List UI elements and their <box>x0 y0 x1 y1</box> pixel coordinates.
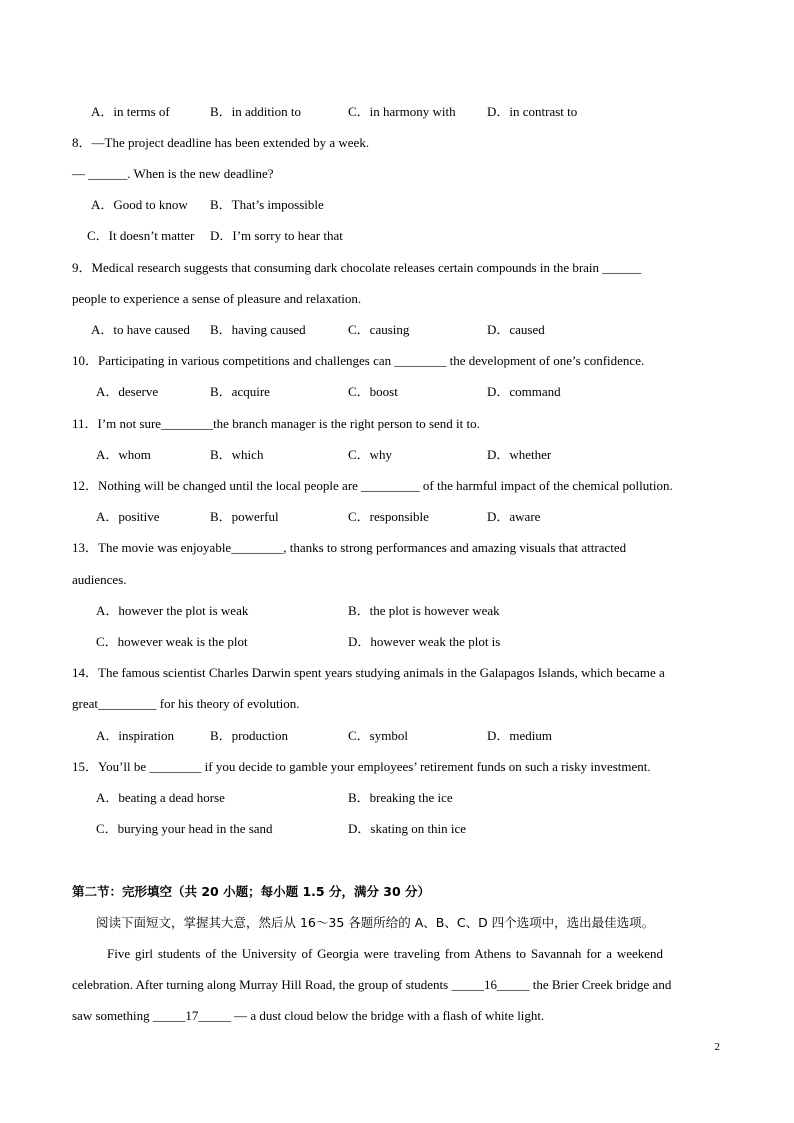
q14-option-c: C．symbol <box>348 728 408 743</box>
passage-line3-start: saw something <box>72 1008 153 1023</box>
q12-stem-start: 12．Nothing will be changed until the local people are <box>72 478 362 493</box>
q11-option-c: C．why <box>348 447 393 462</box>
q13-option-a: A．however the plot is weak <box>96 603 249 618</box>
q9-option-d: D．caused <box>487 322 545 337</box>
q7-option-d: D．in contrast to <box>487 104 578 119</box>
q15-option-c: C．burying your head in the sand <box>96 821 273 836</box>
q15-option-a: A．beating a dead horse <box>96 790 225 805</box>
q9-option-b: B．having caused <box>210 322 306 337</box>
q12-option-b: B．powerful <box>210 509 279 524</box>
q8-option-d: D．I’m sorry to hear that <box>210 228 343 243</box>
q9-option-a: A．to have caused <box>91 322 190 337</box>
q7-option-a: A．in terms of <box>91 104 170 119</box>
passage-line2-end: the Brier Creek bridge and <box>529 977 672 992</box>
q15-option-b: B．breaking the ice <box>348 790 453 805</box>
q8-stem: 8．—The project deadline has been extended by a week. <box>72 135 370 150</box>
q14-blank: _________ <box>97 696 157 711</box>
q12-blank: _________ <box>361 478 420 493</box>
q15-stem-end: if you decide to gamble your employees’ retirement funds on such a risky investment. <box>201 759 651 774</box>
q10-option-c: C．boost <box>348 384 398 399</box>
q13-option-c: C．however weak is the plot <box>96 634 248 649</box>
q8-option-c: C．It doesn’t matter <box>87 228 195 243</box>
q13-blank: ________ <box>231 540 284 555</box>
q11-stem-start: 11．I’m not sure <box>72 416 162 431</box>
q14-option-a: A．inspiration <box>96 728 174 743</box>
passage-line2 <box>72 977 671 993</box>
q8-option-a: A．Good to know <box>91 197 188 212</box>
q14-stem-end: for his theory of evolution. <box>156 696 300 711</box>
q9-option-c: C．causing <box>348 322 410 337</box>
passage-line3-end: — a dust cloud below the bridge with a flash of white light. <box>230 1008 545 1023</box>
q14-stem-line1: 14．The famous scientist Charles Darwin spent years studying animals in the Galapagos Islands, which became a <box>72 665 665 680</box>
q7-option-c: C．in harmony with <box>348 104 456 119</box>
q10-option-a: A．deserve <box>96 384 159 399</box>
q11-blank: ________ <box>161 416 214 431</box>
q8-option-b: B．That’s impossible <box>210 197 324 212</box>
q8-reply-suffix: . When is the new deadline? <box>127 166 274 181</box>
q13-stem-end: , thanks to strong performances and amazing visuals that attracted <box>283 540 627 555</box>
q8-blank: ______ <box>88 166 128 181</box>
q13-option-b: B．the plot is however weak <box>348 603 500 618</box>
q11-option-d: D．whether <box>487 447 552 462</box>
q12-stem <box>72 478 673 494</box>
q15-option-d: D．skating on thin ice <box>348 821 467 836</box>
q11-stem <box>72 416 480 432</box>
q15-blank: ________ <box>149 759 202 774</box>
q13-option-d: D．however weak the plot is <box>348 634 501 649</box>
q13-stem-start: 13．The movie was enjoyable <box>72 540 232 555</box>
q14-option-d: D．medium <box>487 728 552 743</box>
q10-stem-start: 10．Participating in various competitions and challenges can <box>72 353 395 368</box>
q11-option-b: B．which <box>210 447 264 462</box>
q14-stem-line2 <box>72 696 299 712</box>
q12-stem-end: of the harmful impact of the chemical pollution. <box>419 478 673 493</box>
passage-line3 <box>72 1008 544 1024</box>
q10-stem <box>72 353 644 369</box>
q15-stem-start: 15．You’ll be <box>72 759 150 774</box>
q10-option-d: D．command <box>487 384 561 399</box>
q13-stem-line1 <box>72 540 626 556</box>
q8-reply-prefix: — <box>72 166 89 181</box>
q14-option-b: B．production <box>210 728 288 743</box>
q8-reply <box>72 166 274 182</box>
q12-option-c: C．responsible <box>348 509 429 524</box>
q12-option-d: D．aware <box>487 509 541 524</box>
q11-option-a: A．whom <box>96 447 151 462</box>
q10-blank: ________ <box>394 353 447 368</box>
q9-stem-line1: 9．Medical research suggests that consuming dark chocolate releases certain compounds in the brain ______ <box>72 260 642 275</box>
q10-stem-end: the development of one’s confidence. <box>446 353 645 368</box>
passage-line2-start: celebration. After turning along Murray Hill Road, the group of students <box>72 977 452 992</box>
q9-stem-line2: people to experience a sense of pleasure and relaxation. <box>72 291 362 306</box>
q14-stem-start: great <box>72 696 98 711</box>
section2-heading: 第二节：完形填空（共 20 小题；每小题 1.5 分，满分 30 分） <box>72 884 431 899</box>
q11-stem-end: the branch manager is the right person to send it to. <box>213 416 480 431</box>
q10-option-b: B．acquire <box>210 384 270 399</box>
blank-16: _____16_____ <box>451 977 530 992</box>
q12-option-a: A．positive <box>96 509 160 524</box>
section2-instruction: 阅读下面短文，掌握其大意，然后从 16～35 各题所给的 A、B、C、D 四个选项中，选出最佳选项。 <box>96 915 655 930</box>
passage-line1: Five girl students of the University of Georgia were traveling from Athens to Savannah for a weekend <box>107 946 664 961</box>
page-number: 2 <box>714 1041 720 1053</box>
q7-option-b: B．in addition to <box>210 104 302 119</box>
blank-17: _____17_____ <box>152 1008 231 1023</box>
q15-stem <box>72 759 651 775</box>
q13-stem-line2: audiences. <box>72 572 127 587</box>
